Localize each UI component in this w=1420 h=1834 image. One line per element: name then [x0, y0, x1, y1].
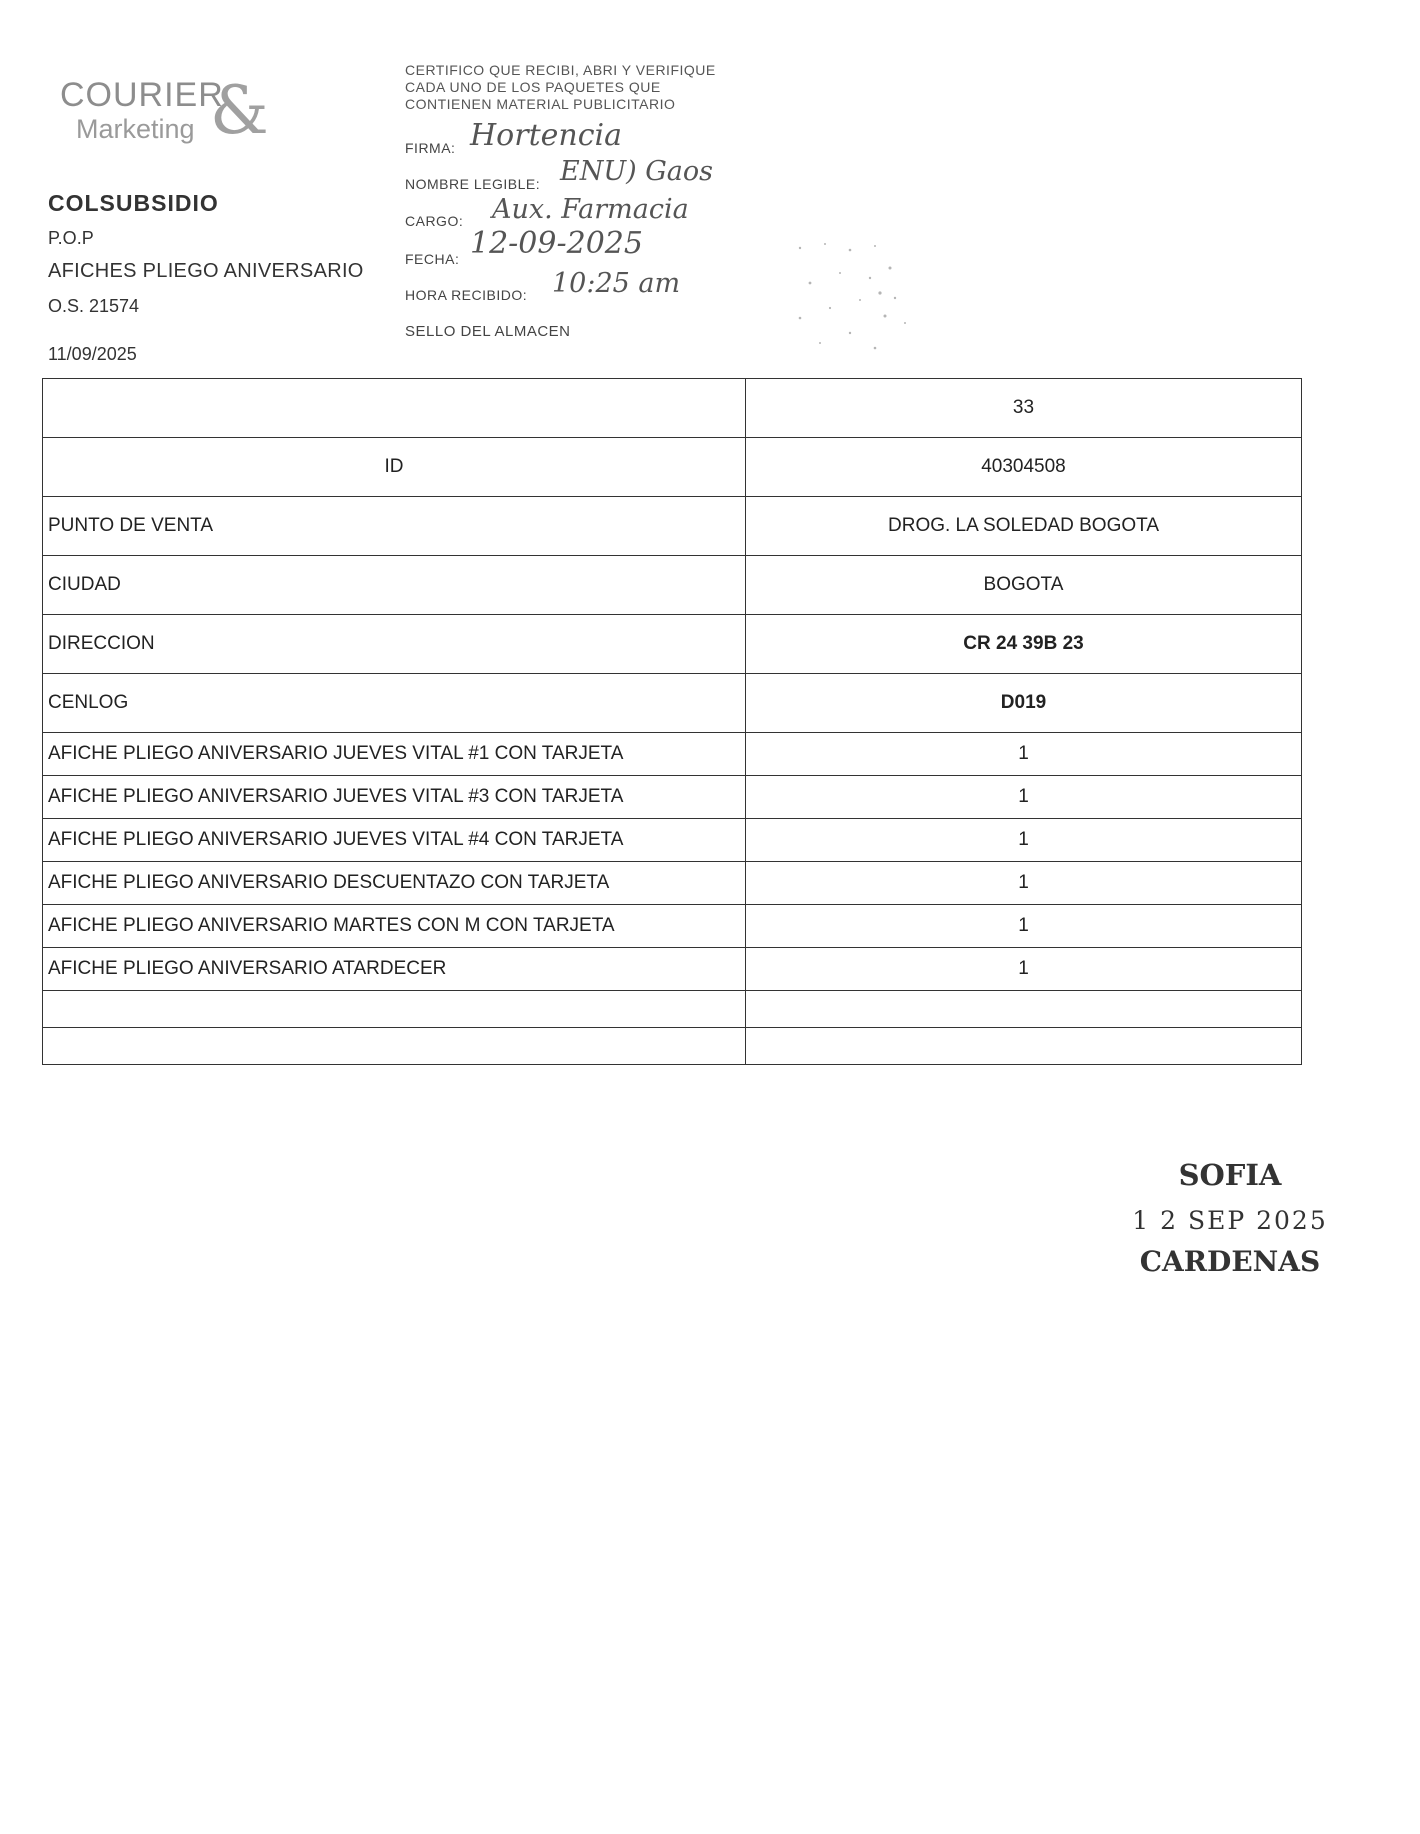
hora-recibido-label: HORA RECIBIDO:	[405, 287, 528, 303]
item-quantity: 1	[746, 905, 1302, 948]
firma-label: FIRMA:	[405, 140, 456, 156]
hora-recibido-value: 10:25 am	[552, 268, 681, 299]
certificate-statement	[405, 62, 765, 113]
header-value-cell: 33	[746, 379, 1302, 438]
table-row	[43, 905, 1302, 948]
certificate-line: CONTIENEN MATERIAL PUBLICITARIO	[405, 96, 676, 112]
cargo-label: CARGO:	[405, 213, 464, 229]
row-value: DROG. LA SOLEDAD BOGOTA	[746, 497, 1302, 556]
item-label: AFICHE PLIEGO ANIVERSARIO ATARDECER	[43, 948, 746, 991]
stamp-name: SOFIA	[1178, 1158, 1282, 1192]
row-label: DIRECCION	[43, 615, 746, 674]
table-row	[43, 674, 1302, 733]
cargo-value: Aux. Farmacia	[492, 194, 689, 225]
row-label: CIUDAD	[43, 556, 746, 615]
campaign-title: AFICHES PLIEGO ANIVERSARIO	[48, 260, 364, 282]
delivery-table	[42, 378, 1302, 1065]
item-quantity: 1	[746, 819, 1302, 862]
logo-ampersand: &	[210, 72, 269, 149]
fecha-label: FECHA:	[405, 251, 460, 267]
table-row	[43, 819, 1302, 862]
table-row	[43, 497, 1302, 556]
stamp-surname: CARDENAS	[1139, 1245, 1321, 1278]
id-row	[43, 438, 1302, 497]
row-label: PUNTO DE VENTA	[43, 497, 746, 556]
certificate-line: CADA UNO DE LOS PAQUETES QUE	[405, 79, 661, 95]
id-label-cell: ID	[43, 438, 746, 497]
row-value: CR 24 39B 23	[746, 615, 1302, 674]
faint-stamp-mark	[780, 238, 930, 358]
firma-signature: Hortencia	[470, 118, 622, 153]
table-row	[43, 948, 1302, 991]
courier-marketing-logo	[60, 72, 280, 166]
item-quantity: 1	[746, 862, 1302, 905]
item-quantity: 1	[746, 776, 1302, 819]
table-cell-empty	[746, 991, 1302, 1028]
item-label: AFICHE PLIEGO ANIVERSARIO JUEVES VITAL #1 CON TARJETA	[43, 733, 746, 776]
table-cell-empty	[43, 991, 746, 1028]
received-stamp	[1130, 1158, 1330, 1278]
table-cell-empty	[746, 1028, 1302, 1065]
table-row	[43, 776, 1302, 819]
table-row	[43, 862, 1302, 905]
table-row	[43, 733, 1302, 776]
row-value: D019	[746, 674, 1302, 733]
item-label: AFICHE PLIEGO ANIVERSARIO DESCUENTAZO CON TARJETA	[43, 862, 746, 905]
certificate-line: CERTIFICO QUE RECIBI, ABRI Y VERIFIQUE	[405, 62, 716, 78]
table-cell-empty	[43, 1028, 746, 1065]
table-header-row	[43, 379, 1302, 438]
row-label: CENLOG	[43, 674, 746, 733]
service-order: O.S. 21574	[48, 296, 140, 316]
table-row	[43, 615, 1302, 674]
table-row-empty	[43, 991, 1302, 1028]
company-name: COLSUBSIDIO	[48, 190, 219, 216]
row-value: BOGOTA	[746, 556, 1302, 615]
item-label: AFICHE PLIEGO ANIVERSARIO JUEVES VITAL #4 CON TARJETA	[43, 819, 746, 862]
logo-text-marketing: Marketing	[76, 114, 195, 144]
item-quantity: 1	[746, 733, 1302, 776]
table-row-empty	[43, 1028, 1302, 1065]
id-value-cell: 40304508	[746, 438, 1302, 497]
fecha-value: 12-09-2025	[470, 226, 643, 261]
sello-almacen-label: SELLO DEL ALMACEN	[405, 323, 571, 340]
nombre-legible-label: NOMBRE LEGIBLE:	[405, 176, 541, 192]
pop-label: P.O.P	[48, 228, 94, 248]
table-row	[43, 556, 1302, 615]
nombre-legible-value: ENU) Gaos	[560, 156, 713, 187]
item-label: AFICHE PLIEGO ANIVERSARIO MARTES CON M CON TARJETA	[43, 905, 746, 948]
logo-text-courier: COURIER	[60, 76, 224, 114]
document-date: 11/09/2025	[48, 344, 137, 364]
table-cell-empty	[43, 379, 746, 438]
item-quantity: 1	[746, 948, 1302, 991]
item-label: AFICHE PLIEGO ANIVERSARIO JUEVES VITAL #3 CON TARJETA	[43, 776, 746, 819]
stamp-date: 1 2 SEP 2025	[1132, 1206, 1328, 1235]
